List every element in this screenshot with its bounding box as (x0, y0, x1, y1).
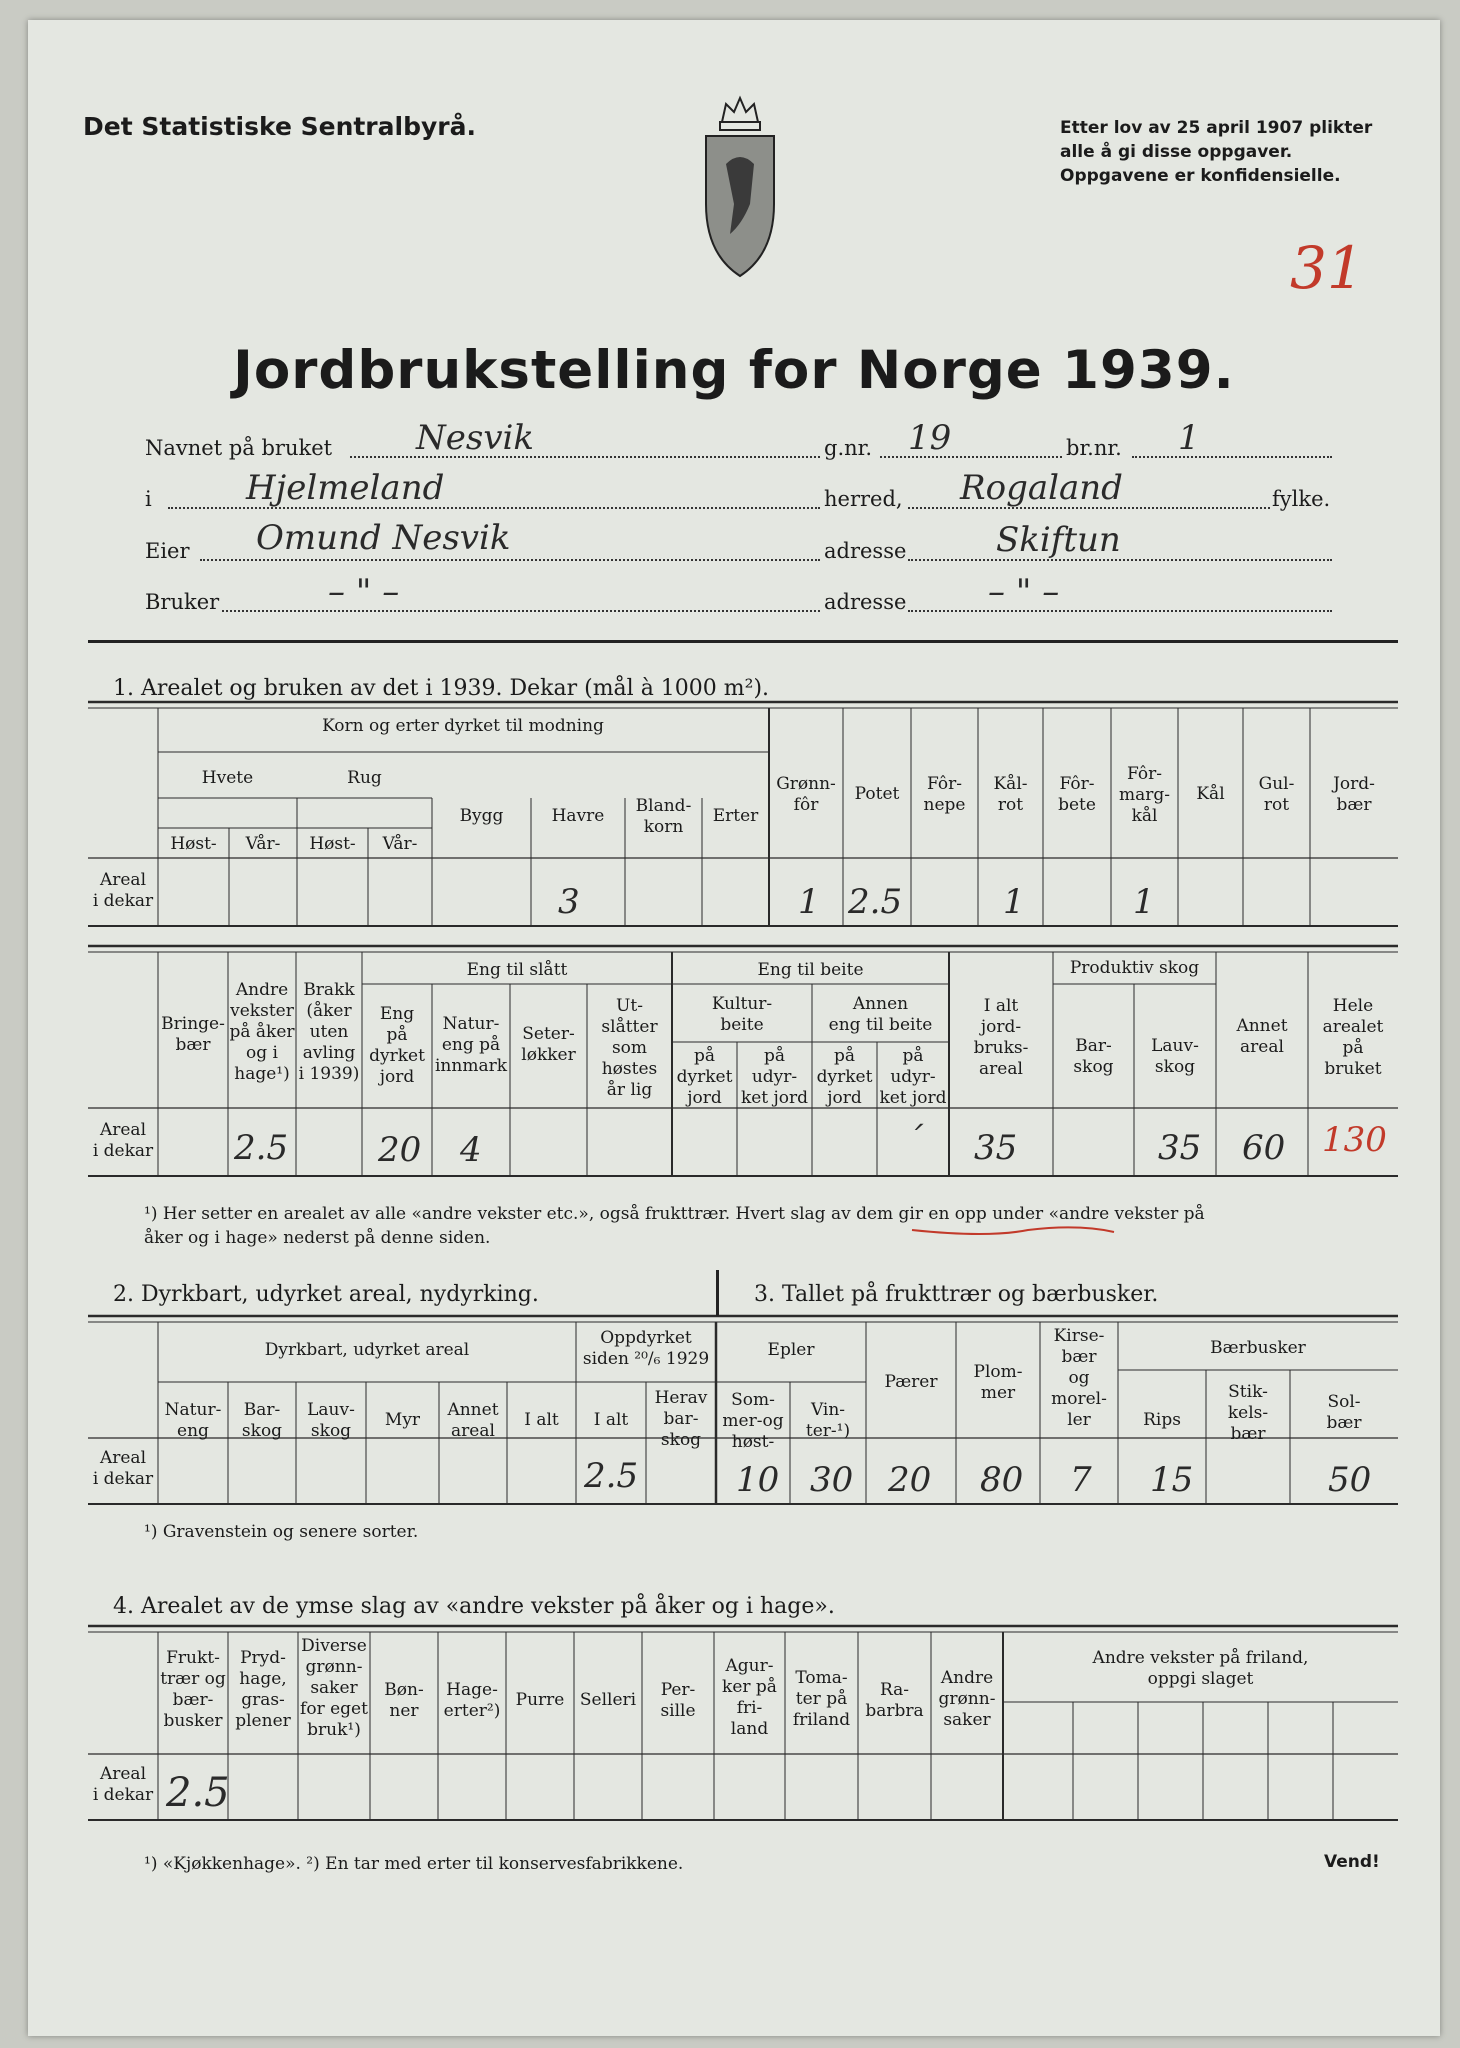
header-rabarbra: Ra- barbra (865, 1680, 924, 1721)
section1-footnote: ¹) Her setter en arealet av alle «andre vekster etc.», også frukttrær. Hvert slag av dem gir en opp under «andre vekster på åker og i hage» nederst på denne siden. (144, 1204, 1205, 1248)
value-kirsebaer[interactable]: 7 (1070, 1460, 1092, 1500)
header-produktiv-skog: Produktiv skog (1069, 958, 1200, 978)
header-bonner: Bøn- ner (384, 1680, 424, 1721)
header-formargkal: Fôr- marg- kål (1118, 764, 1170, 826)
section4-footnote: ¹) «Kjøkkenhage». ²) En tar med erter til konservesfabrikkene. (144, 1854, 684, 1874)
header-rug: Rug (347, 768, 382, 788)
header-gronnfor: Grønn- fôr (776, 774, 836, 815)
header-hvete-var: Vår- (245, 834, 281, 854)
value-andre-vekster[interactable]: 2.5 (234, 1128, 289, 1168)
header-annen-eng: Annen eng til beite (828, 994, 933, 1035)
header-korn-erter: Korn og erter dyrket til modning (322, 716, 604, 736)
law-notice-line: Etter lov av 25 april 1907 plikter (1060, 118, 1373, 138)
header-oppdyrket-i-alt: I alt (593, 1410, 629, 1430)
row-label-areal: Areal i dekar (92, 1120, 154, 1161)
header-eng-dyrket: Eng på dyrket jord (369, 1004, 425, 1087)
header-plommer: Plom- mer (973, 1362, 1023, 1403)
municipality-label: i (145, 487, 152, 511)
header-paerer: Pærer (884, 1372, 938, 1392)
header-s2-annet: Annet areal (447, 1400, 499, 1441)
header-sommer-host: Som- mer-og høst- (722, 1390, 784, 1452)
gnr-label: g.nr. (824, 436, 873, 460)
value-annen-udyrket[interactable]: ´ (906, 1120, 923, 1160)
header-hageerter: Hage- erter²) (443, 1680, 501, 1721)
header-diverse: Diverse grønn- saker for eget bruk¹) (300, 1636, 368, 1740)
row-label-areal: Areal i dekar (92, 870, 154, 911)
header-baerbusker: Bærbusker (1210, 1338, 1306, 1358)
brnr-label: br.nr. (1066, 436, 1122, 460)
owner-label: Eier (145, 539, 190, 563)
header-barskog: Bar- skog (1073, 1036, 1114, 1077)
fylke-label: fylke. (1272, 487, 1331, 511)
header-epler: Epler (767, 1340, 815, 1360)
header-purre: Purre (515, 1690, 565, 1710)
header-oppdyrket: Oppdyrket siden ²⁰/₆ 1929 (582, 1328, 710, 1369)
section4-title: 4. Arealet av de ymse slag av «andre vekster på åker og i hage». (113, 1594, 835, 1619)
header-eng-beite: Eng til beite (757, 960, 864, 980)
red-underline-mark (908, 1220, 1118, 1240)
header-s2-lauvskog: Lauv- skog (307, 1400, 355, 1441)
header-eng-slatt: Eng til slått (466, 960, 568, 980)
header-solbaer: Sol- bær (1326, 1392, 1362, 1433)
user-value[interactable]: – " – (328, 572, 400, 612)
value-naturreng[interactable]: 4 (460, 1130, 482, 1170)
value-gronnfor[interactable]: 1 (798, 882, 820, 922)
header-gulrot: Gul- rot (1258, 774, 1295, 815)
value-frukttraer[interactable]: 2.5 (166, 1770, 230, 1816)
header-jordbaer: Jord- bær (1333, 774, 1375, 815)
header-hvete-host: Høst- (170, 834, 217, 854)
header-lauvskog: Lauv- skog (1151, 1036, 1199, 1077)
header-utslatter: Ut- slåtter som høstes år lig (601, 996, 658, 1100)
header-hele-areal: Hele arealet på bruket (1322, 996, 1384, 1079)
header-kalrot: Kål- rot (993, 774, 1028, 815)
header-dyrkbart: Dyrkbart, udyrket areal (264, 1340, 470, 1360)
user-address-value[interactable]: – " – (988, 572, 1060, 612)
header-herav-barskog: Herav bar- skog (654, 1388, 708, 1450)
law-notice-line: Oppgavene er konfidensielle. (1060, 166, 1341, 186)
header-erter: Erter (712, 806, 759, 826)
value-hele-areal[interactable]: 130 (1322, 1120, 1387, 1160)
header-andre-friland: Andre vekster på friland, oppgi slaget (1092, 1648, 1309, 1689)
header-havre: Havre (551, 806, 605, 826)
value-sommer-host[interactable]: 10 (736, 1460, 780, 1500)
owner-value[interactable]: Omund Nesvik (256, 518, 511, 558)
section1-title: 1. Arealet og bruken av det i 1939. Dekar (mål à 1000 m²). (113, 676, 770, 701)
page-number: 31 (1290, 234, 1364, 302)
header-naturreng: Natur- eng på innmark (434, 1014, 508, 1076)
value-lauvskog[interactable]: 35 (1158, 1128, 1202, 1168)
header-annen-udyrket: på udyr- ket jord (879, 1046, 947, 1108)
header-rug-var: Vår- (382, 834, 418, 854)
header-forbete: Fôr- bete (1058, 774, 1096, 815)
header-s2-i-alt: I alt (524, 1410, 559, 1430)
header-vinter: Vin- ter-¹) (805, 1400, 851, 1441)
header-tomater: Toma- ter på friland (792, 1668, 851, 1730)
header-seterlokker: Seter- løkker (521, 1024, 576, 1065)
section2-title: 2. Dyrkbart, udyrket areal, nydyrking. (113, 1282, 539, 1307)
municipality-value[interactable]: Hjelmeland (246, 468, 445, 508)
value-havre[interactable]: 3 (558, 882, 580, 922)
section3-title: 3. Tallet på frukttrær og bærbusker. (754, 1282, 1159, 1307)
user-address-label: adresse (824, 590, 907, 614)
value-kalrot[interactable]: 1 (1003, 882, 1025, 922)
header-bringebaer: Bringe- bær (161, 1014, 225, 1055)
county-value[interactable]: Rogaland (960, 468, 1123, 508)
value-oppdyrket-i-alt[interactable]: 2.5 (584, 1456, 639, 1496)
farm-name-label: Navnet på bruket (145, 436, 333, 460)
header-fornepe: Fôr- nepe (923, 774, 966, 815)
header-annet-areal: Annet areal (1236, 1016, 1288, 1057)
law-notice-line: alle å gi disse oppgaver. (1060, 142, 1293, 162)
header-kulturbeite: Kultur- beite (711, 994, 773, 1035)
header-s2-barskog: Bar- skog (241, 1400, 283, 1441)
value-annet-areal[interactable]: 60 (1242, 1128, 1286, 1168)
organization-name: Det Statistiske Sentralbyrå. (83, 112, 476, 141)
header-blandkorn: Bland- korn (635, 796, 692, 837)
row-label-areal: Areal i dekar (92, 1448, 154, 1489)
value-potet[interactable]: 2.5 (848, 882, 903, 922)
value-plommer[interactable]: 80 (980, 1460, 1024, 1500)
value-rips[interactable]: 15 (1150, 1460, 1194, 1500)
value-vinter[interactable]: 30 (810, 1460, 854, 1500)
header-kirsebaer: Kirse- bær og morel- ler (1051, 1326, 1107, 1430)
header-hvete: Hvete (201, 768, 254, 788)
header-s2-naturreng: Natur- eng (164, 1400, 222, 1441)
owner-address-value[interactable]: Skiftun (996, 520, 1121, 560)
header-bygg: Bygg (459, 806, 504, 826)
header-andre-gronnsaker: Andre grønn- saker (938, 1668, 996, 1730)
header-brakk: Brakk (åker uten avling i 1939) (298, 980, 360, 1084)
header-frukttraer: Frukt- trær og bær- busker (160, 1648, 226, 1731)
value-eng-dyrket[interactable]: 20 (378, 1130, 422, 1170)
owner-address-label: adresse (824, 539, 907, 563)
census-form-page (28, 20, 1440, 2036)
turn-over-note: Vend! (1324, 1852, 1380, 1872)
header-selleri: Selleri (579, 1690, 637, 1710)
header-annen-dyrket: på dyrket jord (816, 1046, 873, 1108)
value-solbaer[interactable]: 50 (1328, 1460, 1372, 1500)
header-kal: Kål (1196, 784, 1225, 804)
header-stikkelsbaer: Stik- kels- bær (1227, 1382, 1269, 1444)
header-rips: Rips (1143, 1410, 1181, 1430)
header-agurker: Agur- ker på fri- land (722, 1656, 777, 1739)
header-kultur-dyrket: på dyrket jord (676, 1046, 733, 1108)
brnr-value[interactable]: 1 (1178, 418, 1200, 458)
header-rug-host: Høst- (309, 834, 356, 854)
header-andre-vekster: Andre vekster på åker og i hage¹) (229, 980, 295, 1084)
header-persille: Per- sille (660, 1680, 696, 1721)
value-paerer[interactable]: 20 (888, 1460, 932, 1500)
user-label: Bruker (145, 590, 220, 614)
header-prydhage: Pryd- hage, gras- plener (235, 1648, 291, 1731)
row-label-areal: Areal i dekar (92, 1764, 154, 1805)
page-title: Jordbrukstelling for Norge 1939. (233, 340, 1235, 401)
header-kultur-udyrket: på udyr- ket jord (740, 1046, 809, 1108)
header-s2-myr: Myr (384, 1410, 421, 1430)
farm-name-value[interactable]: Nesvik (416, 418, 535, 458)
section2-footnote: ¹) Gravenstein og senere sorter. (144, 1522, 419, 1542)
herred-label: herred, (824, 487, 903, 511)
header-potet: Potet (854, 784, 900, 804)
section-divider (716, 1270, 719, 1316)
value-i-alt[interactable]: 35 (974, 1128, 1018, 1168)
value-formargkal[interactable]: 1 (1133, 882, 1155, 922)
gnr-value[interactable]: 19 (908, 418, 952, 458)
header-i-alt-jordbruk: I alt jord- bruks- areal (973, 996, 1029, 1079)
